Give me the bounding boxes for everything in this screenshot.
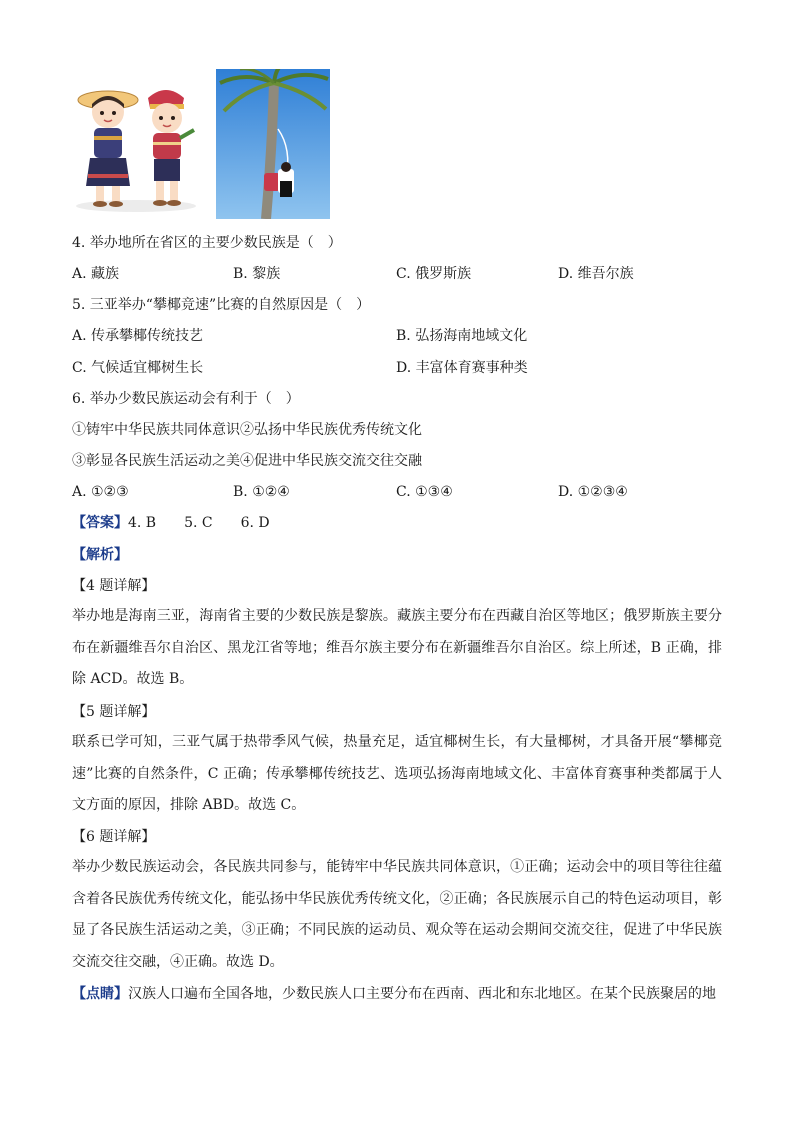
ethnic-mascots-illustration [70, 78, 202, 214]
question-6-statements-1: ①铸牢中华民族共同体意识②弘扬中华民族优秀传统文化 [72, 422, 422, 438]
coconut-tree-climbing-photo [216, 69, 330, 219]
detail-6-heading: 【6 题详解】 [72, 829, 156, 845]
answer-tag: 【答案】 [72, 515, 128, 531]
question-5-option-c: C. 气候适宜椰树生长 [72, 360, 204, 376]
question-6-option-a: A. ①②③ [72, 484, 129, 500]
question-4-option-a: A. 藏族 [72, 266, 120, 282]
detail-5-text: 联系已学可知，三亚气属于热带季风气候，热量充足，适宜椰树生长，有大量椰树，才具备开展“攀椰竞速”比赛的自然条件，C 正确；传承攀椰传统技艺、选项弘扬海南地域文化、丰富体育赛事种类都属于人文方面的原因，排除 ABD。故选 C。 [72, 734, 722, 813]
detail-4-text: 举办地是海南三亚，海南省主要的少数民族是黎族。藏族主要分布在西藏自治区等地区；俄罗斯族主要分布在新疆维吾尔自治区、黑龙江省等地；维吾尔族主要分布在新疆维吾尔自治区。综上所述，B 正确，排除 ACD。故选 B。 [72, 608, 722, 687]
question-6-option-c: C. ①③④ [396, 484, 453, 500]
question-6-option-b: B. ①②④ [233, 484, 290, 500]
detail-5-heading: 【5 题详解】 [72, 704, 156, 720]
tip-tag: 【点睛】 [72, 986, 128, 1002]
question-6-stem: 6. 举办少数民族运动会有利于（ ） [72, 391, 300, 407]
answer-text: 4. B 5. C 6. D [128, 515, 270, 531]
question-5-stem: 5. 三亚举办“攀椰竞速”比赛的自然原因是（ ） [72, 297, 371, 313]
analysis-tag: 【解析】 [72, 547, 128, 563]
question-4-stem: 4. 举办地所在省区的主要少数民族是（ ） [72, 235, 342, 251]
answer-line [72, 513, 270, 533]
question-5-option-d: D. 丰富体育赛事种类 [396, 360, 528, 376]
detail-6-text: 举办少数民族运动会，各民族共同参与，能铸牢中华民族共同体意识，①正确；运动会中的项目等往往蕴含着各民族优秀传统文化，能弘扬中华民族优秀传统文化，②正确；各民族展示自己的特色运动项目，彰显了各民族生活运动之美，③正确；不同民族的运动员、观众等在运动会期间交流交往，促进了中华民族交流交往交融，④正确。故选 D。 [72, 859, 722, 970]
question-4-option-c: C. 俄罗斯族 [396, 266, 472, 282]
analysis-heading [72, 545, 128, 565]
question-4-option-b: B. 黎族 [233, 266, 281, 282]
question-6-statements-2: ③彰显各民族生活运动之美④促进中华民族交流交往交融 [72, 453, 422, 469]
question-5-option-b: B. 弘扬海南地域文化 [396, 328, 528, 344]
question-4-option-d: D. 维吾尔族 [558, 266, 634, 282]
question-6-option-d: D. ①②③④ [558, 484, 628, 500]
question-5-option-a: A. 传承攀椰传统技艺 [72, 328, 204, 344]
tip-line [72, 984, 716, 1004]
detail-4-heading: 【4 题详解】 [72, 578, 156, 594]
tip-text: 汉族人口遍布全国各地，少数民族人口主要分布在西南、西北和东北地区。在某个民族聚居的地 [128, 986, 716, 1002]
